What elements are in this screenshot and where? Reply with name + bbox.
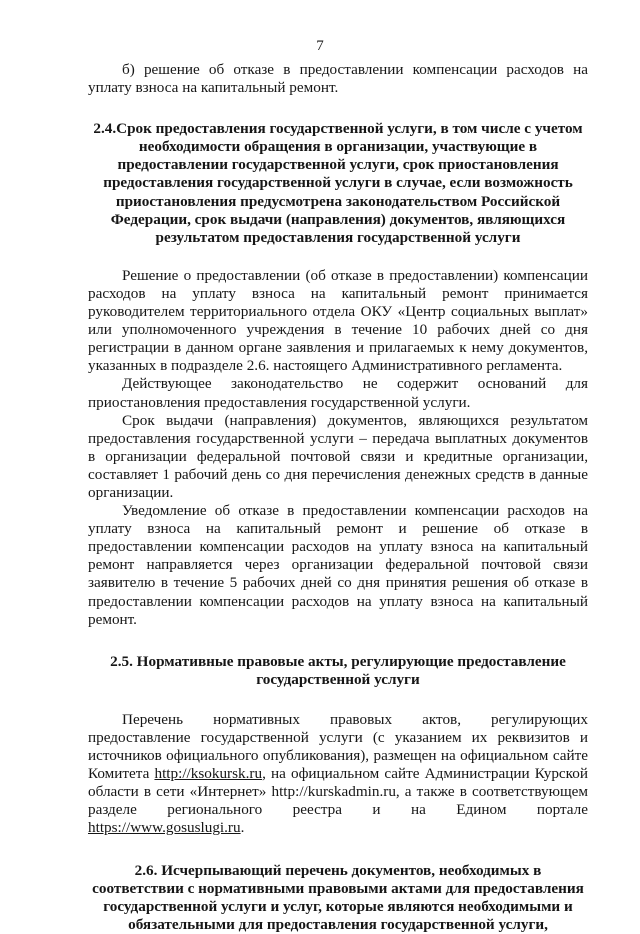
committee-site-link[interactable]: http://ksokursk.ru	[154, 765, 263, 783]
intro-paragraph: б) решение об отказе в предоставлении компенсации расходов на уплату взноса на капитальный ремонт.	[88, 61, 588, 97]
section-2-5-text-part1: Перечень нормативных правовых актов, регулирующих предоставление государственной услуги (с указанием их реквизитов и источников официального опубликования), размещен на официальном сайте Комитета	[88, 710, 588, 783]
section-2-5-paragraph	[88, 711, 588, 838]
section-2-5-text-part3: .	[240, 819, 245, 837]
document-body	[88, 61, 588, 934]
section-2-5-heading: 2.5. Нормативные правовые акты, регулирующие предоставление государственной услуги	[110, 652, 566, 688]
page-number: 7	[316, 38, 324, 54]
section-2-4-paragraph-issue-term: Срок выдачи (направления) документов, являющихся результатом предоставления государственной услуги – передача выплатных документов в организации федеральной почтовой связи и кредитные организации, составляет 1 рабочий день со дня перечисления денежных средств в данные организации.	[88, 411, 588, 501]
section-2-4-body	[88, 267, 588, 629]
gosuslugi-portal-link[interactable]: https://www.gosuslugi.ru	[88, 819, 241, 837]
section-2-6-heading: 2.6. Исчерпывающий перечень документов, необходимых в соответствии с нормативными правовыми актами для предоставления государственной услуги и услуг, которые являются необходимыми и обязательными для предоставления государственной услуги,	[92, 861, 584, 933]
section-2-5-text-part2: , на официальном сайте Администрации Курской области в сети «Интернет» http://kurskadmin.ru, а также в соответствующем разделе регионального реестра и на Едином портале	[88, 765, 588, 819]
section-2-4-paragraph-decision: Решение о предоставлении (об отказе в предоставлении) компенсации расходов на уплату взноса на капитальный ремонт принимается руководителем территориального отдела ОКУ «Центр социальных выплат» или уполномоченного учреждения в течение 10 рабочих дней со дня регистрации в данном органе заявления и прилагаемых к нему документов, указанных в подразделе 2.6. настоящего Административного регламента.	[88, 266, 588, 375]
section-2-4-paragraph-no-suspension: Действующее законодательство не содержит оснований для приостановления предоставления государственной услуги.	[88, 375, 588, 411]
section-2-4-paragraph-refusal-notice: Уведомление об отказе в предоставлении компенсации расходов на уплату взноса на капитальный ремонт и решение об отказе в предоставлении компенсации расходов на уплату взноса на капитальный ремонт направляется через организации федеральной почтовой связи заявителю в течение 5 рабочих дней со дня принятия решения об отказе в предоставлении компенсации расходов на уплату взноса на капитальный ремонт.	[88, 502, 588, 628]
section-2-4-heading: 2.4.Срок предоставления государственной услуги, в том числе с учетом необходимости обращения в организации, участвующие в предоставлении государственной услуги, срок приостановления предоставления государственной услуги в случае, если возможность приостановления предусмотрена законодательством Российской Федерации, срок выдачи (направления) документов, являющихся результатом предоставления государственной услуги	[93, 120, 583, 246]
